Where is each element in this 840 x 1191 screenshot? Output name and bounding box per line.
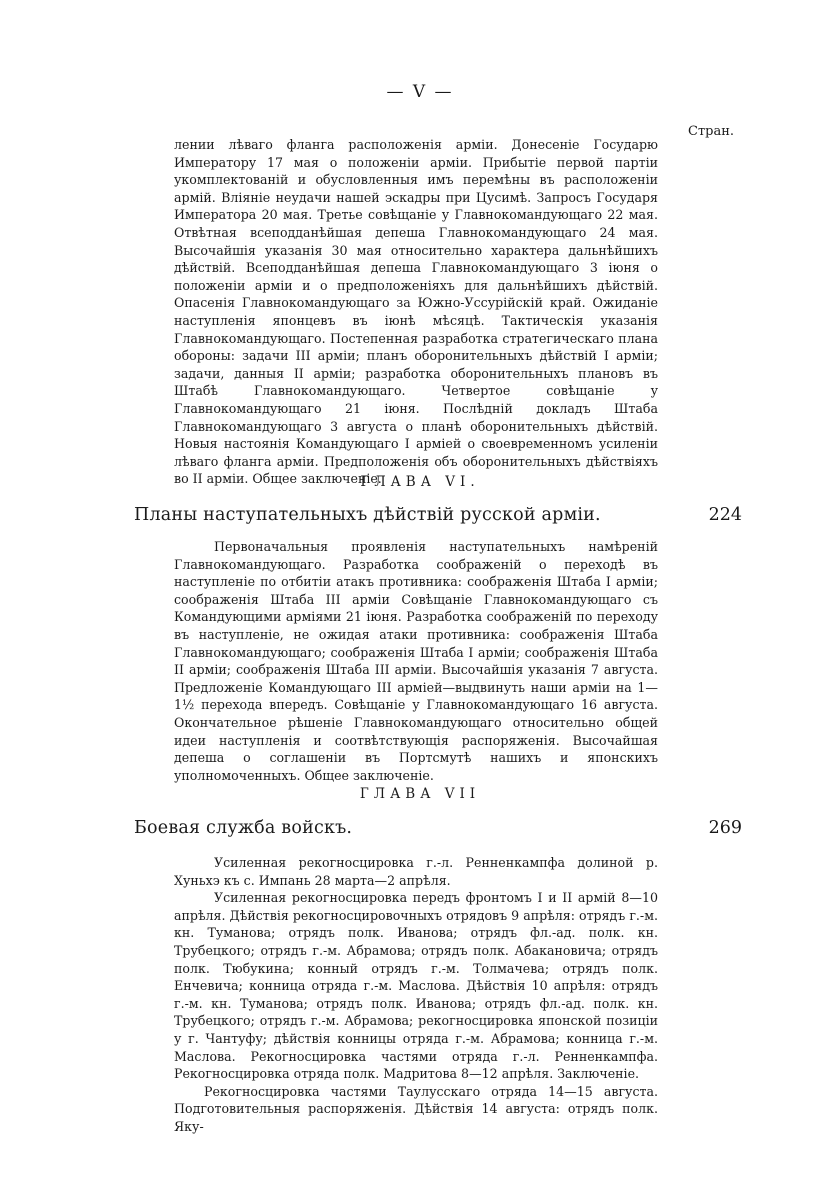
chapter5-summary-text: лении лѣваго фланга расположенія арміи. Донесеніе Государю Императору 17 мая о положеніи арміи. Прибытіе первой партіи укомплектованій и обусловленныя имъ перемѣны въ расположеніи армій. Вліяніе неудачи нашей эскадры при Цусимѣ. Запросъ Государя Императора 20 мая. Третье совѣщаніе у Главнокомандующаго 22 мая. Отвѣтная всеподданѣйшая депеша Главнокомандующаго 24 мая. Высочайшія указанія 30 мая относительно характера дальнѣйшихъ дѣйствій. Всеподданѣйшая депеша Главнокомандующаго 3 іюня о положеніи арміи и о предположеніяхъ для дальнѣйшихъ дѣйствій. Опасенія Главнокомандующаго за Южно-Уссурійскій край. Ожиданіе наступленія японцевъ въ іюнѣ мѣсяцѣ. Тактическія указанія Главнокомандующаго. Постепенная разработка стратегическаго плана обороны: задачи III арміи; планъ оборонительныхъ дѣйствій I арміи; задачи, данныя II арміи; разработка оборонительныхъ плановъ въ Штабѣ Главнокомандующаго. Четвертое совѣщаніе у Главнокомандующаго 21 іюня. Послѣдній докладъ Штаба Главнокомандующаго 3 августа о планѣ оборонительныхъ дѣйствій. Новыя настоянія Командующаго I арміей о своевременномъ усиленіи лѣваго фланга арміи. Предположенія объ оборонительныхъ дѣйствіяхъ во II арміи. Общее заключеніе. bbox=[174, 137, 658, 487]
chapter7-title: Боевая служба войскъ. bbox=[134, 818, 353, 838]
chapter6-heading: ГЛАВА VI. bbox=[360, 474, 480, 490]
page-column-label: Стран. bbox=[688, 124, 735, 139]
page-number: — V — bbox=[386, 82, 454, 102]
chapter6-title: Планы наступательныхъ дѣйствій русской арміи. bbox=[134, 505, 601, 525]
chapter6-summary bbox=[174, 538, 658, 784]
chapter5-summary bbox=[174, 136, 658, 488]
chapter7-heading: ГЛАВА VII bbox=[359, 786, 481, 802]
chapter6-summary-text: Первоначальныя проявленія наступательныхъ намѣреній Главнокомандующаго. Разработка соображеній о переходѣ въ наступленіе по отбитіи атакъ противника: соображенія Штаба I арміи; соображенія Штаба III арміи Совѣщаніе Главнокомандующаго съ Командующими арміями 21 іюня. Разработка соображеній по переходу въ наступленіе, не ожидая атаки противника: соображенія Штаба Главнокомандующаго; соображенія Штаба I арміи; соображенія Штаба II арміи; соображенія Штаба III арміи. Высочайшія указанія 7 августа. Предложеніе Командующаго III арміей—выдвинуть наши арміи на 1—1½ перехода впередъ. Совѣщаніе у Главнокомандующаго 16 августа. Окончательное рѣшеніе Главнокомандующаго относительно общей идеи наступленія и соотвѣтствующія распоряженія. Высочайшая депеша о соглашеніи въ Портсмутѣ нашихъ и японскихъ уполномоченныхъ. Общее заключеніе. bbox=[174, 539, 658, 783]
chapter7-summary bbox=[174, 854, 658, 1136]
chapter7-page: 269 bbox=[708, 818, 742, 838]
chapter7-paragraph: Усиленная рекогносцировка передъ фронтомъ I и II армій 8—10 апрѣля. Дѣйствія рекогносцировочныхъ отрядовъ 9 апрѣля: отрядъ г.-м. кн. Туманова; отрядъ полк. Иванова; отрядъ фл.-ад. полк. кн. Трубецкого; отрядъ г.-м. Абрамова; отрядъ полк. Абакановича; отрядъ полк. Тюбукина; конный отрядъ г.-м. Толмачева; отрядъ полк. Енчевича; конница отряда г.-м. Маслова. Дѣйствія 10 апрѣля: отрядъ г.-м. кн. Туманова; отрядъ полк. Иванова; отрядъ фл.-ад. полк. кн. Трубецкого; отрядъ г.-м. Абрамова; рекогносцировка японской позиціи у г. Чантуфу; дѣйствія конницы отряда г.-м. Абрамова; конница г.-м. Маслова. Рекогносцировка частями отряда г.-л. Ренненкампфа. Рекогносцировка отряда полк. Мадритова 8—12 апрѣля. Заключеніе. bbox=[174, 890, 658, 1082]
chapter7-paragraph: Рекогносцировка частями Таулусскаго отряда 14—15 августа. Подготовительныя распоряженія. Дѣйствія 14 августа: отрядъ полк. Яку- bbox=[174, 1083, 658, 1134]
chapter6-page: 224 bbox=[708, 505, 742, 525]
chapter7-paragraph: Усиленная рекогносцировка г.-л. Ренненкампфа долиной р. Хуньхэ къ с. Импань 28 марта—2 апрѣля. bbox=[174, 855, 658, 888]
